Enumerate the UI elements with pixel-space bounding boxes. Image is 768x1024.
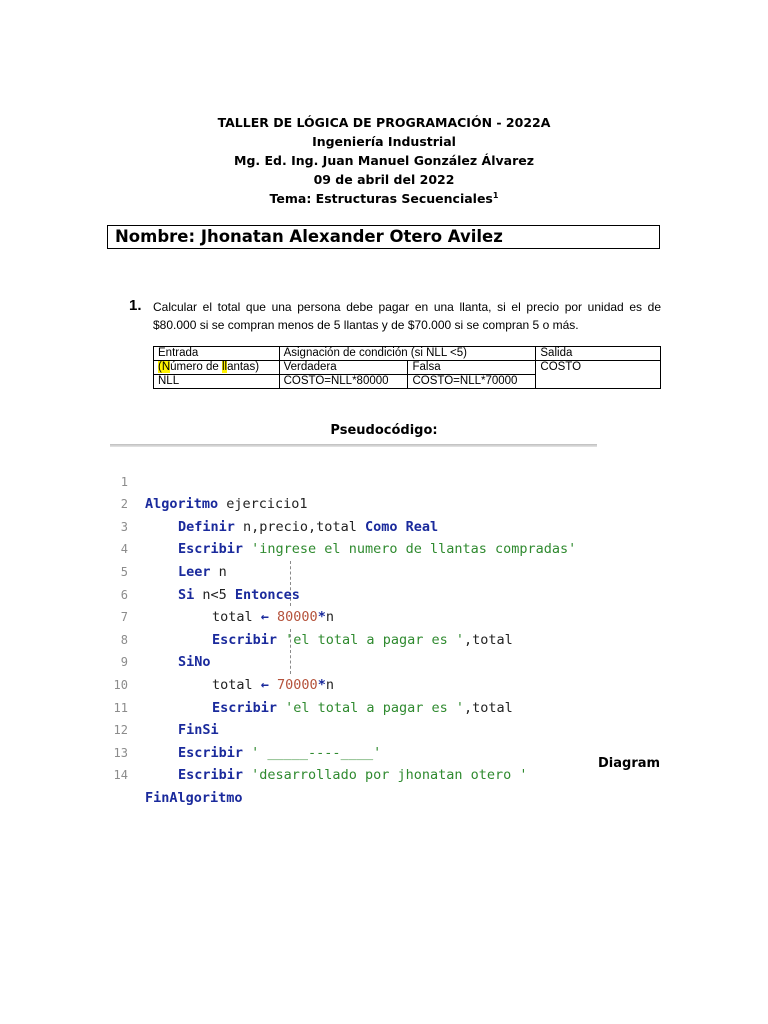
document-header bbox=[0, 113, 768, 208]
falsa-cell: Falsa bbox=[408, 361, 536, 375]
entrada-mid: úmero de bbox=[170, 361, 222, 373]
io-table-row bbox=[154, 361, 661, 375]
code-text bbox=[178, 764, 528, 787]
topic-line bbox=[0, 189, 768, 208]
costo-verdadera-cell: COSTO=NLL*80000 bbox=[279, 375, 408, 389]
line-number: 12 bbox=[113, 723, 128, 738]
highlight-ll: ll bbox=[221, 361, 228, 373]
highlight-n: N bbox=[161, 361, 171, 373]
line-number: 3 bbox=[120, 519, 128, 534]
topic-text: Tema: Estructuras Secuenciales bbox=[269, 191, 493, 206]
line-number: 14 bbox=[113, 768, 128, 783]
io-table-header-row bbox=[154, 347, 661, 361]
line-number: 1 bbox=[120, 474, 128, 489]
assign-arrow-icon: ← bbox=[260, 609, 269, 626]
keyword: Como Real bbox=[364, 518, 439, 535]
entrada-cell bbox=[154, 361, 280, 375]
code-block bbox=[110, 448, 610, 806]
code-token: total bbox=[212, 609, 261, 626]
code-top-rule bbox=[110, 444, 597, 447]
keyword: Escribir bbox=[178, 744, 244, 761]
keyword: Leer bbox=[178, 563, 211, 580]
keyword: FinAlgoritmo bbox=[145, 789, 243, 806]
string-literal: 'ingrese el numero de llantas compradas' bbox=[243, 541, 577, 558]
student-name-box: Nombre: Jhonatan Alexander Otero Avilez bbox=[107, 225, 660, 249]
entrada-abbr-cell: NLL bbox=[154, 375, 280, 389]
keyword: Algoritmo bbox=[145, 496, 219, 513]
line-number: 13 bbox=[113, 745, 128, 760]
line-number: 10 bbox=[113, 677, 128, 692]
verdadera-cell: Verdadera bbox=[279, 361, 408, 375]
string-literal: 'desarrollado por jhonatan otero ' bbox=[243, 767, 528, 784]
code-token: ,total bbox=[463, 631, 513, 648]
keyword: Escribir bbox=[178, 767, 244, 784]
keyword: Si bbox=[178, 586, 195, 603]
instructor-name: Mg. Ed. Ing. Juan Manuel González Álvarez bbox=[234, 153, 534, 168]
highlight-paren: ( bbox=[158, 361, 162, 373]
pseudocode-title: Pseudocódigo: bbox=[330, 423, 438, 438]
operator: * bbox=[317, 676, 326, 693]
diagram-label: Diagram bbox=[598, 756, 661, 771]
string-literal: ' _____----____' bbox=[243, 744, 382, 761]
line-number: 7 bbox=[120, 610, 128, 625]
footnote-mark: 1 bbox=[492, 190, 499, 200]
number-literal: 80000 bbox=[268, 609, 318, 626]
salida-header: Salida bbox=[536, 347, 661, 361]
string-literal: 'el total a pagar es ' bbox=[277, 631, 464, 648]
question-text: Calcular el total que una persona debe pagar en una llanta, si el precio por unidad es de $80.000 si se compran menos de 5 llantas y de $70.000 si se compran 5 o más. bbox=[153, 300, 661, 332]
keyword: Escribir bbox=[212, 631, 278, 648]
string-literal: 'el total a pagar es ' bbox=[277, 699, 464, 716]
asignacion-header: Asignación de condición (si NLL <5) bbox=[279, 347, 536, 361]
io-table bbox=[153, 346, 661, 389]
code-token: n,precio,total bbox=[234, 518, 365, 535]
code-token: ejercicio1 bbox=[218, 496, 308, 513]
entrada-header: Entrada bbox=[154, 347, 280, 361]
line-number: 4 bbox=[120, 542, 128, 557]
operator: * bbox=[317, 609, 326, 626]
assign-arrow-icon: ← bbox=[260, 676, 269, 693]
document-date: 09 de abril del 2022 bbox=[313, 172, 455, 187]
line-number: 6 bbox=[120, 587, 128, 602]
line-number: 11 bbox=[113, 700, 128, 715]
line-number: 2 bbox=[120, 497, 128, 512]
question-number: 1. bbox=[129, 297, 142, 314]
line-number: 5 bbox=[120, 564, 128, 579]
entrada-end: antas) bbox=[227, 361, 260, 373]
keyword: Escribir bbox=[212, 699, 278, 716]
keyword: Entonces bbox=[234, 586, 300, 603]
keyword: FinSi bbox=[178, 722, 219, 739]
number-literal: 70000 bbox=[268, 676, 318, 693]
program-name: Ingeniería Industrial bbox=[312, 134, 456, 149]
keyword: Definir bbox=[178, 518, 235, 535]
course-title: TALLER DE LÓGICA DE PROGRAMACIÓN - 2022A bbox=[217, 115, 551, 130]
code-line bbox=[110, 448, 610, 513]
code-token: n<5 bbox=[194, 586, 235, 603]
code-token: n bbox=[325, 609, 334, 626]
code-token: total bbox=[212, 676, 261, 693]
code-token: ,total bbox=[463, 699, 513, 716]
costo-falsa-cell: COSTO=NLL*70000 bbox=[408, 375, 536, 389]
line-number: 9 bbox=[120, 655, 128, 670]
keyword: Escribir bbox=[178, 541, 244, 558]
salida-cell: COSTO bbox=[536, 361, 661, 389]
line-number: 8 bbox=[120, 632, 128, 647]
code-token: n bbox=[325, 676, 334, 693]
code-text bbox=[145, 787, 243, 810]
keyword: SiNo bbox=[178, 654, 211, 671]
code-token: n bbox=[210, 563, 227, 580]
